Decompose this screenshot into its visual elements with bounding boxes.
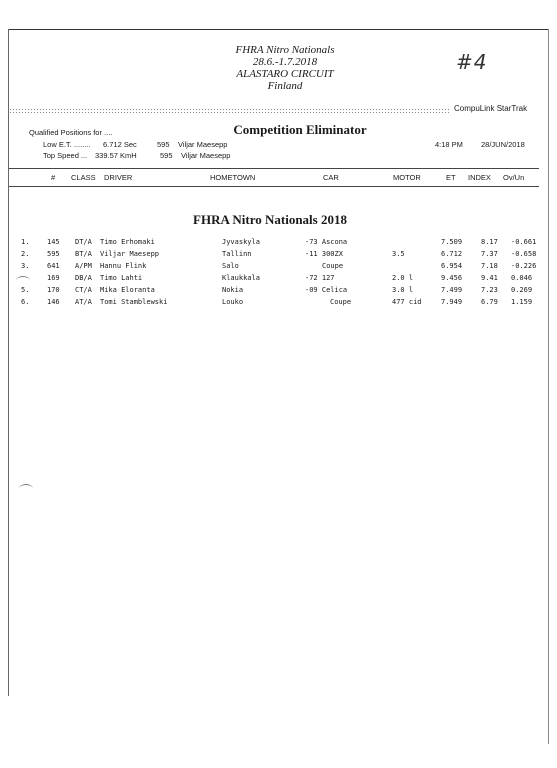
row-over-under: -0.226 bbox=[511, 262, 537, 270]
row-motor: 3.5 bbox=[392, 250, 405, 258]
row-over-under: 0.046 bbox=[511, 274, 533, 282]
row-driver: Mika Eloranta bbox=[100, 286, 155, 294]
column-header-bottom-rule bbox=[9, 186, 539, 187]
row-et: 7.499 bbox=[441, 286, 463, 294]
row-car-number: 641 bbox=[47, 262, 60, 270]
row-driver: Timo Lahti bbox=[100, 274, 143, 282]
col-header-number: # bbox=[51, 173, 56, 182]
col-header-driver: DRIVER bbox=[104, 173, 133, 182]
row-car-number: 146 bbox=[47, 298, 60, 306]
row-class: A/PM bbox=[75, 262, 92, 270]
row-car-number: 145 bbox=[47, 238, 60, 246]
row-hometown: Tallinn bbox=[222, 250, 252, 258]
row-driver: Hannu Flink bbox=[100, 262, 147, 270]
row-class: CT/A bbox=[75, 286, 92, 294]
row-over-under: 1.159 bbox=[511, 298, 533, 306]
row-hometown: Salo bbox=[222, 262, 239, 270]
row-position: 3. bbox=[21, 262, 30, 270]
header-event-name: FHRA Nitro Nationals bbox=[235, 44, 335, 56]
dotted-separator bbox=[9, 108, 449, 114]
row-car: -73 Ascona bbox=[305, 238, 348, 246]
row-class: DB/A bbox=[75, 274, 92, 282]
low-et-car-number: 595 bbox=[157, 140, 170, 149]
row-class: DT/A bbox=[75, 238, 92, 246]
row-index: 6.79 bbox=[481, 298, 498, 306]
col-header-motor: MOTOR bbox=[393, 173, 421, 182]
row-over-under: -0.661 bbox=[511, 238, 537, 246]
row-et: 6.712 bbox=[441, 250, 463, 258]
col-header-car: CAR bbox=[323, 173, 339, 182]
col-header-index: INDEX bbox=[468, 173, 491, 182]
frame-right-border bbox=[548, 29, 549, 744]
header-country: Finland bbox=[267, 80, 303, 92]
low-et-label: Low E.T. ........ bbox=[43, 140, 91, 149]
header-dates: 28.6.-1.7.2018 bbox=[252, 56, 318, 68]
report-time: 4:18 PM bbox=[435, 140, 463, 149]
row-index: 7.18 bbox=[481, 262, 498, 270]
row-motor: 3.0 l bbox=[392, 286, 414, 294]
row-position: 1. bbox=[21, 238, 30, 246]
row-over-under: 0.269 bbox=[511, 286, 533, 294]
row-motor: 477 cid bbox=[392, 298, 422, 306]
frame-left-border bbox=[8, 29, 9, 696]
col-header-over-under: Ov/Un bbox=[503, 173, 525, 182]
row-position: 6. bbox=[21, 298, 30, 306]
row-et: 7.509 bbox=[441, 238, 463, 246]
table-row bbox=[0, 274, 557, 284]
frame-top-border bbox=[8, 29, 548, 30]
low-et-driver: Viljar Maesepp bbox=[178, 140, 228, 149]
row-driver: Timo Erhomaki bbox=[100, 238, 155, 246]
row-et: 6.954 bbox=[441, 262, 463, 270]
qualified-label: Qualified Positions for .... bbox=[29, 128, 113, 137]
row-car: -72 127 bbox=[305, 274, 335, 282]
row-index: 9.41 bbox=[481, 274, 498, 282]
low-et-value: 6.712 Sec bbox=[103, 140, 137, 149]
col-header-et: ET bbox=[446, 173, 456, 182]
results-title: FHRA Nitro Nationals 2018 bbox=[193, 212, 347, 227]
col-header-hometown: HOMETOWN bbox=[210, 173, 256, 182]
table-row bbox=[0, 286, 557, 296]
row-index: 7.23 bbox=[481, 286, 498, 294]
row-car: Coupe bbox=[322, 262, 344, 270]
row-car: Coupe bbox=[330, 298, 352, 306]
row-hometown: Louko bbox=[222, 298, 244, 306]
top-speed-driver: Viljar Maesepp bbox=[181, 151, 231, 160]
row-position: 5. bbox=[21, 286, 30, 294]
row-car: -11 300ZX bbox=[305, 250, 343, 258]
timing-system-brand: CompuLink StarTrak bbox=[454, 104, 528, 113]
column-header-top-rule bbox=[9, 168, 539, 169]
table-row bbox=[0, 262, 557, 272]
row-class: BT/A bbox=[75, 250, 92, 258]
row-class: AT/A bbox=[75, 298, 92, 306]
row-driver: Viljar Maesepp bbox=[100, 250, 160, 258]
row-index: 7.37 bbox=[481, 250, 498, 258]
row-car-number: 169 bbox=[47, 274, 60, 282]
row-hometown: Jyvaskyla bbox=[222, 238, 260, 246]
row-position: 2. bbox=[21, 250, 30, 258]
row-driver: Tomi Stamblewski bbox=[100, 298, 168, 306]
top-speed-label: Top Speed ... bbox=[43, 151, 88, 160]
row-car: -09 Celica bbox=[305, 286, 348, 294]
top-speed-value: 339.57 KmH bbox=[95, 151, 137, 160]
row-et: 9.456 bbox=[441, 274, 463, 282]
row-over-under: -0.658 bbox=[511, 250, 537, 258]
hole-punch-mark bbox=[16, 276, 30, 285]
row-et: 7.949 bbox=[441, 298, 463, 306]
row-hometown: Klaukkala bbox=[222, 274, 260, 282]
row-motor: 2.0 l bbox=[392, 274, 414, 282]
row-car-number: 595 bbox=[47, 250, 60, 258]
table-row bbox=[0, 238, 557, 248]
event-class-title: Competition Eliminator bbox=[233, 122, 367, 137]
row-car-number: 170 bbox=[47, 286, 60, 294]
col-header-class: CLASS bbox=[71, 173, 96, 182]
row-hometown: Nokia bbox=[222, 286, 244, 294]
hole-punch-mark bbox=[19, 484, 33, 493]
report-date: 28/JUN/2018 bbox=[481, 140, 525, 149]
top-speed-car-number: 595 bbox=[160, 151, 173, 160]
table-row bbox=[0, 298, 557, 308]
table-row bbox=[0, 250, 557, 260]
row-index: 8.17 bbox=[481, 238, 498, 246]
handwritten-page-number: #4 bbox=[456, 50, 488, 74]
header-venue: ALASTARO CIRCUIT bbox=[236, 68, 334, 80]
